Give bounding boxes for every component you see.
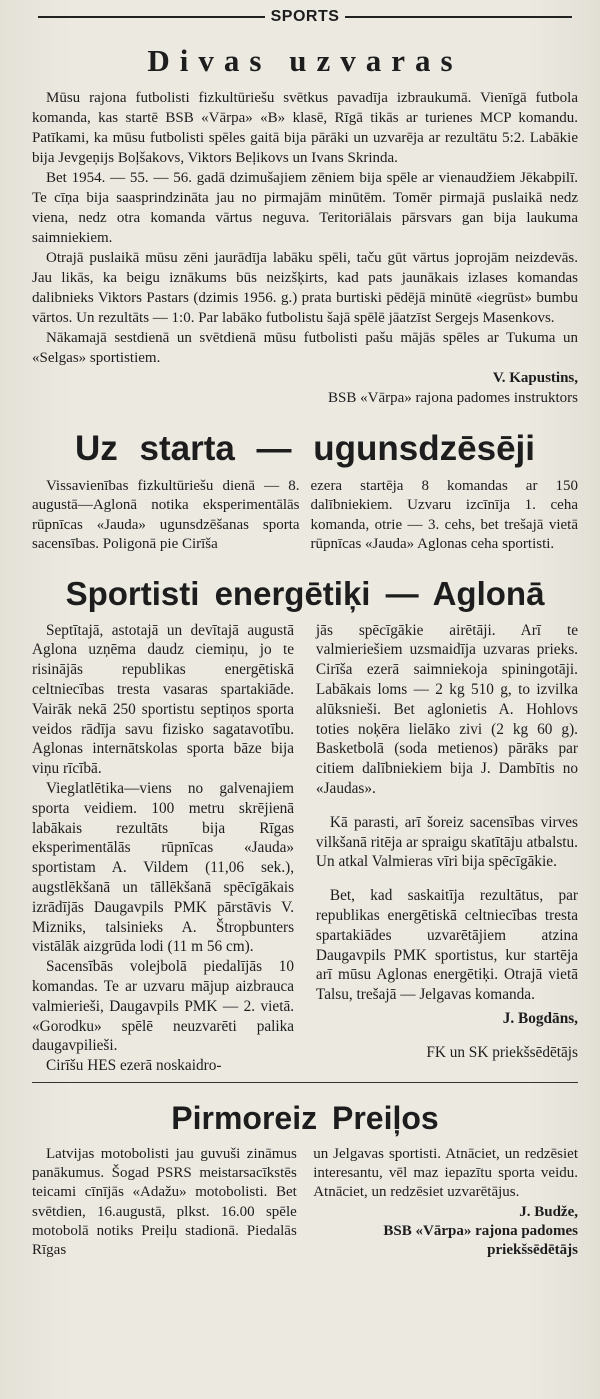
author-role: BSB «Vārpa» rajona padomes instruktors <box>328 390 578 406</box>
article-body <box>32 88 578 408</box>
paragraph: jās spēcīgākie airētāji. Arī te valmieriešiem uzsmaidīja uzvaras prieks. Cirīša ezerā saimniekoja spiningotāji. Labākais loms — 2 kg 510 g, to izvilka alūksnieši. Bet aglonietis A. Hohlovs toties noķēra lielāko zivi (2 kg 60 g). Basketbolā (soda metienos) pārāks par citiem dalībniekiem bija J. Dambītis no «Jaudas». <box>315 621 578 797</box>
paragraph: un Jelgavas sportisti. Atnāciet, un redzēsiet interesantu, vēl maz iepazītu sporta veidu. Atnāciet, un redzēsiet uzvarētājus. <box>313 1145 578 1201</box>
column-left <box>32 1145 297 1260</box>
section-label: SPORTS <box>270 8 340 25</box>
paragraph: Bet 1954. — 55. — 56. gadā dzimušajiem zēniem bija spēle ar vienaudžiem Jēkabpilī. Te cīņa bija saasprindzināta jau no pirmajām minūtēm. Tomēr pirmajā puslaikā nedz viena, nedz otra komanda vārtus neguva. Teritoriālais pārsvars gan bija laukuma saimniekiem. <box>32 170 578 246</box>
article-columns <box>32 477 578 555</box>
column-right <box>316 621 578 1076</box>
article-sportisti-energetiki <box>32 575 578 1083</box>
author-role: FK un SK priekšsēdētājs <box>426 1043 578 1061</box>
article-divider <box>32 1082 578 1083</box>
article-divas-uzvaras <box>32 44 578 408</box>
author-role: BSB «Vārpa» rajona padomes priekšsēdētājs <box>383 1222 578 1258</box>
paragraph: Nākamajā sestdienā un svētdienā mūsu futbolisti pašu mājās spēles ar Tukuma un «Selgas» sportistiem. <box>32 330 578 366</box>
article-title: Sportisti energētiķi — Aglonā <box>65 574 545 612</box>
author-signature: J. Bogdāns, <box>502 1009 578 1027</box>
column-right <box>313 1145 578 1260</box>
article-columns <box>32 621 578 1076</box>
paragraph: ezera startēja 8 komandas ar 150 dalībniekiem. Uzvaru izcīnīja 1. ceha komanda, otrie — 3. cehs, bet trešajā vietā rūpnīcas «Jauda» Aglonas ceha sportisti. <box>310 478 578 553</box>
article-title: Pirmoreiz Preiļos <box>171 1099 439 1136</box>
author-signature: J. Budže, <box>519 1203 578 1220</box>
article-columns <box>32 1145 578 1260</box>
article-uz-starta <box>32 429 578 555</box>
spacer <box>316 872 578 886</box>
author-signature: V. Kapustins, <box>492 370 578 386</box>
header-rule-left <box>38 16 265 18</box>
paragraph: Septītajā, astotajā un devītajā augustā Aglona uzņēma daudz ciemiņu, jo te risinājās republikas energētiskā celtniecības tresta vasaras spartakiāde. Vairāk nekā 250 sportistu septiņos sporta veidos rādīja savu fizisko sagatavotību. Aglonas internātskolas sporta bāze bija viņu rīcībā. <box>32 621 295 778</box>
column-left <box>32 621 294 1076</box>
paragraph: Vissavienības fizkultūriešu dienā — 8. augustā—Aglonā notika eksperimentālās rūpnīcas «Jauda» ugunsdzēšanas sporta sacensības. Poligonā pie Cirīša <box>32 478 300 553</box>
paragraph: Kā parasti, arī šoreiz sacensības virves vilkšanā ritēja ar spraigu skatītāju atbalstu. Un atkal Valmieras vīri bija spēcīgākie. <box>315 813 578 871</box>
column-right <box>310 477 578 555</box>
column-left <box>32 477 300 555</box>
paragraph: Vieglatlētika—viens no galvenajiem sporta veidiem. 100 metru skrējienā labākais rezultāts bija Rīgas eksperimentālās rūpnīcas «Jauda» sportistam A. Vildem (11,06 sek.), augstlēkšanā un tāllēkšanā spēcīgākais izrādījās Daugavpils PMK pārstāvis V. Mizniks, talsinieks A. Štropbunters vistālāk aizgrūda lodi (11 m 56 cm). <box>32 780 295 956</box>
paragraph: Mūsu rajona futbolisti fizkultūriešu svētkus pavadīja izbraukumā. Vienīgā futbola komanda, kas startē BSB «Vārpa» «B» klasē, Rīgā tikās ar turienes MCP komandu. Patīkami, ka mūsu futbolisti spēles gaitā bija pārāki un uzvarēja ar rezultātu 5:2. Labākie bija Jevgeņijs Boļšakovs, Viktors Beļikovs un Ivans Skrinda. <box>32 90 578 166</box>
paragraph: Cirīšu HES ezerā noskaidro- <box>46 1057 222 1075</box>
article-title: Divas uzvaras <box>147 43 463 78</box>
paragraph: Otrajā puslaikā mūsu zēni jaurādīja labāku spēli, taču gūt vārtus joprojām neizdevās. Jau likās, ka beigu iznākums būs neizšķirts, kad pats jaunākais izlases komandas dalibnieks Viktors Pastars (dzimis 1956. g.) prata burtiski pēdējā minūtē «iegrūst» bumbu vārtos. Un rezultāts — 1:0. Par labāko futbolistu šajā spēlē jāatzīst Sergejs Masenkovs. <box>32 250 578 326</box>
paragraph: Latvijas motobolisti jau guvuši zināmus panākumus. Šogad PSRS meistarsacīkstēs teicami cīnījās «Adažu» motobolisti. Bet svētdien, 16.augustā, plkst. 16.00 spēle motobolā notiks Preiļu stadionā. Piedalās Rīgas <box>32 1145 297 1258</box>
header-rule-right <box>345 16 572 18</box>
paragraph: Sacensībās volejbolā piedalījās 10 komandas. Te ar uzvaru mājup aizbrauca valmierieši, Daugavpils PMK — 2. vietā. «Gorodku» spēlē neuzvarēti palika daugavpilieši. <box>32 958 295 1055</box>
article-pirmoreiz-preilos <box>32 1099 578 1260</box>
article-title: Uz starta — ugunsdzēsēji <box>75 429 535 468</box>
section-header <box>32 0 578 28</box>
paragraph: Bet, kad saskaitīja rezultātus, par republikas energētiskā celtniecības tresta spartakiādes uzvarētājiem atzina Daugavpils PMK sportistus, kur startēja arī mūsu Aglonas energētiķi. Otrajā vietā Talsu, trešajā — Jelgavas komanda. <box>315 887 578 1004</box>
spacer <box>316 799 578 813</box>
